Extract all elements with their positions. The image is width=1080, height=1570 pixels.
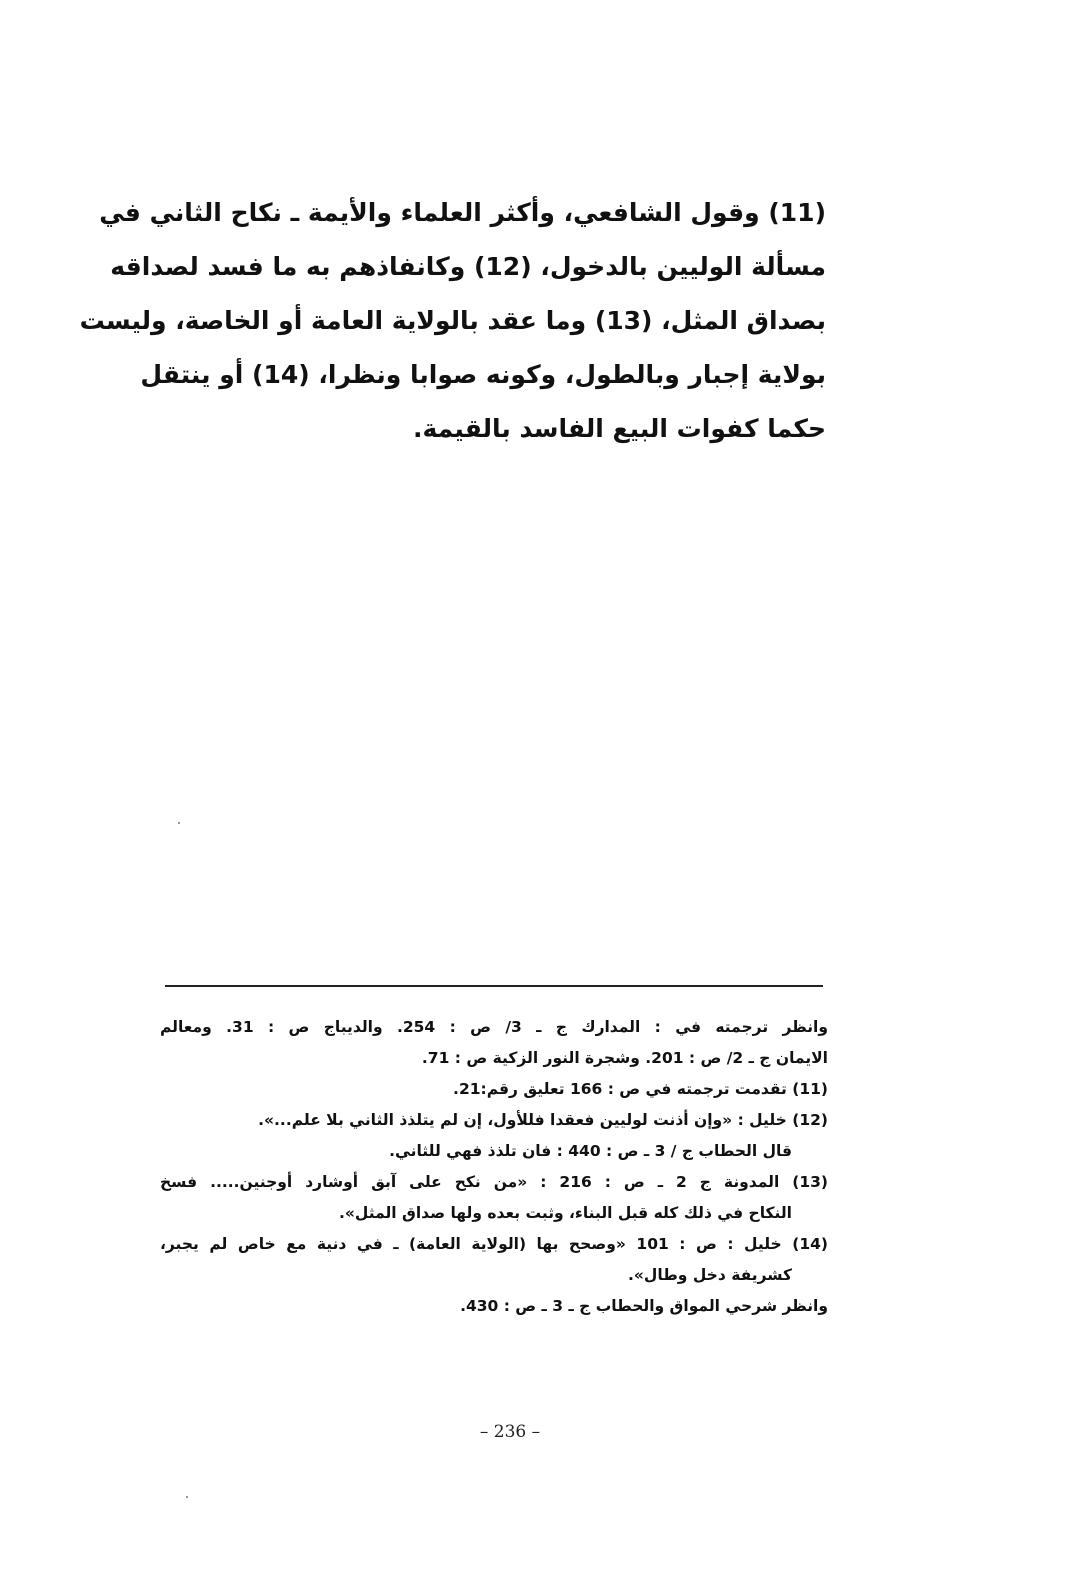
footnote-line: كشريفة دخل وطال».	[628, 1266, 792, 1284]
scan-speck	[186, 1496, 188, 1498]
page-number: – 236 –	[479, 1422, 541, 1442]
footnote-line: (13) المدونة ج 2 ـ ص : 216 : «من نكح على آبق أوشارد أوجنين..... فسخ	[160, 1173, 828, 1191]
footnote-line: وانظر ترجمته في : المدارك ج ـ 3/ ص : 254. والديباج ص : 31. ومعالم	[160, 1018, 829, 1036]
footnote-line: (12) خليل : «وإن أذنت لوليين فعقدا فللأول، إن لم يتلذذ الثاني بلا علم...».	[258, 1111, 828, 1129]
scan-speck	[178, 822, 180, 824]
main-text-line: مسألة الوليين بالدخول، (12) وكانفاذهم به ما فسد لصداقه	[110, 252, 826, 281]
footnote-line: وانظر شرحي المواق والحطاب ج ـ 3 ـ ص : 430.	[460, 1297, 828, 1315]
main-text-line: بولاية إجبار وبالطول، وكونه صوابا ونظرا، (14) أو ينتقل	[140, 360, 826, 389]
main-text-line: (11) وقول الشافعي، وأكثر العلماء والأيمة ـ نكاح الثاني في	[99, 198, 826, 227]
footnote-line: النكاح في ذلك كله قبل البناء، وثبت بعده ولها صداق المثل».	[339, 1204, 792, 1222]
footnote-line: (11) تقدمت ترجمته في ص : 166 تعليق رقم:21.	[453, 1080, 828, 1098]
footnote-separator-rule	[165, 985, 823, 987]
footnote-line: قال الحطاب ج / 3 ـ ص : 440 : فان تلذذ فهي للثاني.	[389, 1142, 792, 1160]
main-text-line: حكما كفوات البيع الفاسد بالقيمة.	[412, 414, 826, 443]
footnote-line: الايمان ج ـ 2/ ص : 201. وشجرة النور الزكية ص : 71.	[421, 1049, 828, 1067]
main-text-line: بصداق المثل، (13) وما عقد بالولاية العامة أو الخاصة، وليست	[79, 306, 826, 335]
main-paragraph	[79, 186, 826, 456]
footnote-line: (14) خليل : ص : 101 «وصحح بها (الولاية العامة) ـ في دنية مع خاص لم يجبر،	[160, 1235, 828, 1253]
footnotes-block	[160, 1012, 828, 1322]
